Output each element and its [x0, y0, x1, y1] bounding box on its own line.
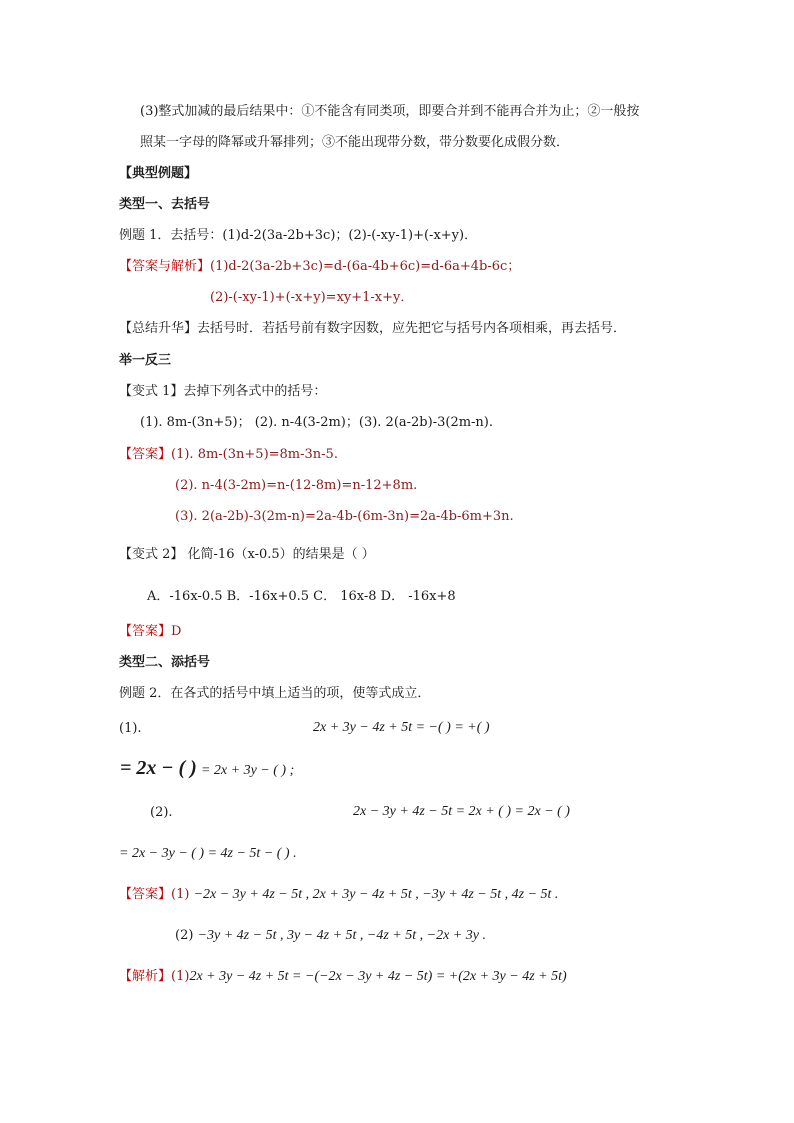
- rule-3-line-2: 照某一字母的降幂或升幂排列；③不能出现带分数，带分数要化成假分数．: [140, 135, 570, 150]
- variant-2-question: 【变式 2】 化简-16（x-0.5）的结果是（ ）: [119, 547, 375, 562]
- example-1-answer: [119, 258, 520, 276]
- answer-equations: −2x − 3y + 4z − 5t , 2x + 3y − 4z + 5t , −3y + 4z − 5t , 4z − 5t .: [193, 887, 559, 902]
- example-1-question: 例题 1．去括号：(1)d-2(3a-2b+3c)；(2)-(-xy-1)+(-x+y)．: [119, 228, 478, 243]
- example-2-part-1-continuation: [120, 759, 294, 780]
- answer-part-2: (2)-(-xy-1)+(-x+y)=xy+1-x+y．: [210, 290, 414, 305]
- variant-1-question: 【变式 1】去掉下列各式中的括号：: [119, 384, 327, 399]
- example-2-answer-1: [119, 886, 558, 904]
- answer-tag: 【答案】: [119, 447, 172, 462]
- type-1-heading: 类型一、去括号: [119, 197, 211, 212]
- answer-part-label: (2): [175, 928, 194, 943]
- answer-part-1: (1)d-2(3a-2b+3c)=d-(6a-4b+6c)=d-6a+4b-6c；: [210, 259, 521, 274]
- variant-2-answer: [119, 623, 181, 641]
- example-2-part-2-label: (2).: [150, 805, 173, 820]
- answer-tag: 【答案】: [119, 624, 172, 639]
- equation-fragment: = 2x + 3y − ( ) ;: [200, 763, 295, 778]
- variant-1-answer-1: [119, 446, 338, 464]
- type-2-heading: 类型二、添括号: [119, 655, 211, 670]
- analysis-part-label: (1): [171, 969, 190, 984]
- example-2-question: 例题 2．在各式的括号中填上适当的项，使等式成立．: [119, 686, 431, 701]
- example-2-answer-2: [175, 927, 486, 945]
- answer-choice: D: [171, 624, 182, 639]
- large-print-fragment: = 2x − ( ): [120, 757, 197, 779]
- analysis-equation: 2x + 3y − 4z + 5t = −(−2x − 3y + 4z − 5t) = +(2x + 3y − 4z + 5t): [189, 969, 567, 984]
- example-2-part-2-continuation: = 2x − 3y − ( ) = 4z − 5t − ( ) .: [119, 846, 297, 861]
- answer-line: (1). 8m-(3n+5)=8m-3n-5.: [171, 447, 338, 462]
- variant-2-options: A．-16x-0.5 B．-16x+0.5 C． 16x-8 D． -16x+8: [147, 589, 456, 604]
- section-heading-typical-examples: 【典型例题】: [119, 166, 198, 181]
- variant-1-answer-3: (3). 2(a-2b)-3(2m-n)=2a-4b-(6m-3n)=2a-4b-6m+3n.: [175, 509, 514, 524]
- variant-1-answer-2: (2). n-4(3-2m)=n-(12-8m)=n-12+8m.: [175, 478, 418, 493]
- summary-note: 【总结升华】去括号时．若括号前有数字因数，应先把它与括号内各项相乘，再去括号．: [119, 321, 627, 336]
- example-2-part-1-label: (1).: [119, 721, 142, 736]
- example-2-part-1-equation: 2x + 3y − 4z + 5t = −( ) = +( ): [313, 720, 490, 735]
- variant-1-items: (1). 8m-(3n+5)； (2). n-4(3-2m)；(3). 2(a-2b)-3(2m-n).: [140, 415, 494, 430]
- answer-part-label: (1): [171, 887, 190, 902]
- analysis-tag: 【解析】: [119, 969, 172, 984]
- practice-heading: 举一反三: [119, 353, 172, 368]
- answer-tag: 【答案】: [119, 887, 172, 902]
- example-2-part-2-equation: 2x − 3y + 4z − 5t = 2x + ( ) = 2x − ( ): [353, 804, 570, 819]
- rule-3-line-1: (3)整式加减的最后结果中：①不能含有同类项，即要合并到不能再合并为止；②一般按: [140, 104, 640, 119]
- answer-equations: −3y + 4z − 5t , 3y − 4z + 5t , −4z + 5t , −2x + 3y .: [197, 928, 486, 943]
- answer-analysis-tag: 【答案与解析】: [119, 259, 211, 274]
- example-2-analysis: [119, 968, 567, 986]
